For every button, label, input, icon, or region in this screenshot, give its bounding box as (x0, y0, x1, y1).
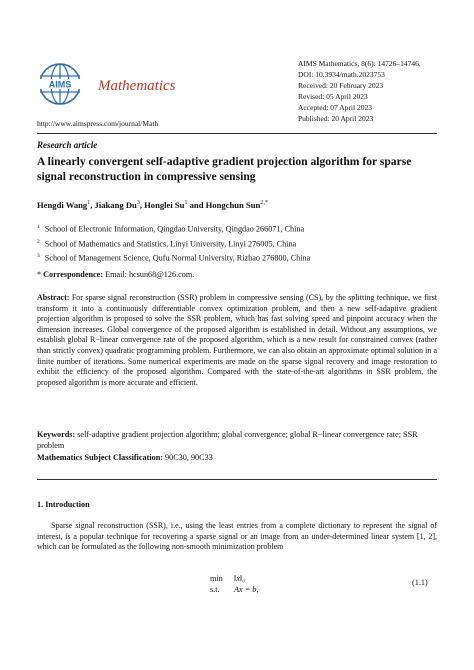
affiliation-list (37, 221, 310, 265)
asterisk-mark: * (37, 270, 42, 279)
keywords (37, 430, 437, 452)
abstract-label: Abstract: (37, 293, 70, 302)
author-affil-mark: 2,* (260, 200, 268, 207)
author-affil-mark: 1 (184, 200, 188, 207)
affiliation (37, 236, 310, 251)
equation-st: s.t. (210, 585, 220, 594)
article-meta (298, 58, 421, 124)
affiliation (37, 250, 310, 265)
abstract (37, 293, 437, 388)
author-affil-mark: 3 (136, 200, 140, 207)
meta-revised: Revised: 05 April 2023 (298, 92, 368, 101)
keywords-text: self-adaptive gradient projection algorithm; global convergence; global R−linear convergence rate; SSR problem (37, 430, 418, 450)
affiliation-number: 1 (37, 224, 40, 230)
author-name: Hengdi Wang (37, 200, 88, 210)
correspondence (37, 270, 194, 279)
keywords-label: Keywords: (37, 430, 76, 439)
journal-name: Mathematics (98, 78, 176, 94)
article-title: A linearly convergent self-adaptive gradient projection algorithm for sparse signal reconstruction in compressive sensing (37, 155, 412, 183)
affiliation-number: 2 (37, 238, 40, 245)
section-heading: 1. Introduction (37, 500, 90, 509)
equation-block (210, 573, 258, 595)
msc-codes: 90C30, 90C33 (165, 453, 213, 462)
correspondence-email[interactable]: Email: hcsun68@126.com. (105, 270, 195, 279)
meta-citation: AIMS Mathematics, 8(6): 14726–14746. (298, 59, 421, 68)
author-name: Jiakang Du (94, 200, 137, 210)
article-type: Research article (37, 140, 98, 150)
meta-accepted: Accepted: 07 April 2023 (298, 103, 372, 112)
header-rule (37, 133, 437, 134)
affiliation-text: School of Electronic Information, Qingdao University, Qingdao 266071, China (44, 224, 305, 234)
section-rule (37, 479, 437, 480)
intro-paragraph: Sparse signal reconstruction (SSR), i.e., using the least entries from a complete dictionary to represent the signal of interest, is a popular technique for recovering a sparse signal or an image from an under-determined linear system [1, 2], which can be formulated as the following non-smooth minimization problem (37, 521, 437, 552)
abstract-text: For sparse signal reconstruction (SSR) problem in compressive sensing (CS), by the splitting technique, we first transform it into a continuously differentiable convex optimization problem, and then a new self-adaptive gradient projection algorithm is proposed to solve the SSR problem, which has fast solving speed and pinpoint accuracy when the dimension increases. Global convergence of the proposed algorithm is established in detail. Without any assumptions, we establish global R−linear convergence rate of the proposed algorithm, which is a new result for constrained convex (rather than strictly convex) quadratic programming problem. Furthermore, we can also obtain an approximate optimal solution in a finite number of iterations. Some numerical experiments are made on the sparse signal recovery and image restoration to exhibit the efficiency of the proposed algorithm. Compared with the state-of-the-art algorithms in SSR problem, the proposed algorithm is more accurate and efficient. (37, 293, 437, 387)
correspondence-label: Correspondence: (43, 270, 104, 279)
author-list: Hengdi Wang$^1$, Jiakang Du$^3$, Honglei Su$^1$ and Hongchun Sun$^{2,*}$ (37, 200, 268, 210)
affiliation (37, 221, 310, 236)
equation-objective: ‖x‖₀ (234, 574, 246, 583)
affiliation-text: School of Mathematics and Statistics, Linyi University, Linyi 276005, China (44, 239, 297, 249)
msc-label: Mathematics Subject Classification: (37, 453, 163, 462)
msc-classification (37, 453, 213, 462)
affiliation-text: School of Management Science, Qufu Normal University, Rizhao 276800, China (44, 254, 311, 264)
equation-min: min (210, 574, 223, 583)
journal-url[interactable]: http://www.aimspress.com/journal/Math (37, 119, 159, 128)
author-name: Hongchun Sun (205, 200, 261, 210)
meta-doi[interactable]: DOI: 10.3934/math.2023753 (298, 70, 385, 79)
author-name: Honglei Su (144, 200, 185, 210)
logo-text: AIMS (48, 79, 72, 90)
affiliation-number: 3 (37, 253, 40, 260)
equation-number: (1.1) (412, 578, 428, 587)
author-affil-mark: 1 (87, 200, 91, 207)
meta-published: Published: 20 April 2023 (298, 114, 374, 123)
aims-logo (34, 60, 86, 108)
meta-received: Received: 20 February 2023 (298, 81, 384, 90)
equation-constraint: Ax = b, (234, 585, 259, 594)
